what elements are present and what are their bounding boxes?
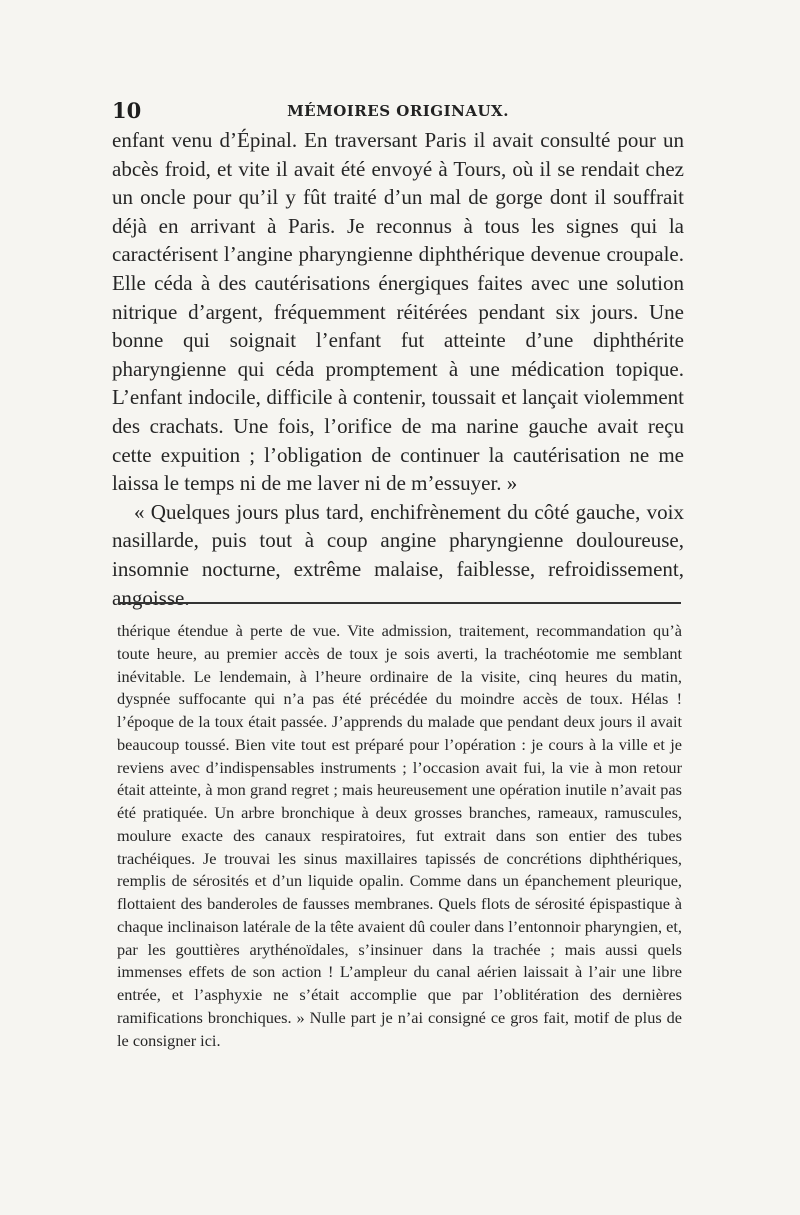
footnote	[117, 620, 682, 1052]
paragraph: enfant venu d’Épinal. En traversant Paris il avait consulté pour un abcès froid, et vite il avait été envoyé à Tours, où il se rendait chez un oncle pour qu’il y fût traité d’un mal de gorge dont il souffrait déjà en arrivant à Paris. Je reconnus à tous les signes qui la caractérisent l’angine pharyngienne diphthérique devenue croupale. Elle céda à des cautérisations énergiques faites avec une solution nitrique d’argent, fréquemment réitérées pendant six jours. Une bonne qui soignait l’enfant fut atteinte d’une diphthérite pharyngienne qui céda promptement à une médication topique. L’enfant indocile, difficile à contenir, toussait et lançait violemment des crachats. Une fois, l’orifice de ma narine gauche avait reçu cette expuition ; l’obligation de continuer la cautérisation ne me laissa le temps ni de me laver ni de m’essuyer. »	[112, 128, 684, 496]
page-header	[112, 98, 684, 128]
footnote-separator	[118, 602, 681, 604]
page-number: 10	[112, 98, 142, 123]
running-head: MÉMOIRES ORIGINAUX.	[287, 102, 509, 120]
main-text	[112, 126, 684, 612]
footnote-text: thérique étendue à perte de vue. Vite admission, traitement, recommandation qu’à toute heure, au premier accès de toux je sois averti, la trachéotomie me semblant inévitable. Le lendemain, à l’heure ordinaire de la visite, cinq heures du matin, dyspnée suffocante qui n’a pas été précédée du moindre accès de toux. Hélas ! l’époque de la toux était passée. J’apprends du malade que pendant deux jours il avait beaucoup toussé. Bien vite tout est préparé pour l’opération : je cours à la ville et je reviens avec d’indispensables instruments ; l’occasion avait fui, la vie à mon retour était atteinte, à mon grand regret ; mais heureusement une opération inutile n’avait pas été pratiquée. Un arbre bronchique à deux grosses branches, rameaux, ramuscules, moulure exacte des canaux respiratoires, fut extrait dans son entier des tubes trachéiques. Je trouvai les sinus maxillaires tapissés de concrétions diphthériques, remplis de sérosités et d’un liquide opalin. Comme dans un épanchement pleurique, flottaient des banderoles de fausses membranes. Quels flots de sérosité épispastique à chaque inclinaison latérale de la tête avaient dû couler dans l’entonnoir pharyngien, et, par les gouttières arythénoïdales, s’insinuer dans la trachée ; mais aussi quels immenses effets de son action ! L’ampleur du canal aérien laissait à l’air une libre entrée, et l’asphyxie ne s’était accomplie que par l’oblitération des dernières ramifications bronchiques. » Nulle part je n’ai consigné ce gros fait, motif de plus de le consigner ici.	[117, 621, 682, 1050]
paragraph: « Quelques jours plus tard, enchifrènement du côté gauche, voix nasillarde, puis tout à coup angine pharyngienne douloureuse, insomnie nocturne, extrême malaise, faiblesse, refroidissement, angoisse.	[112, 499, 684, 610]
